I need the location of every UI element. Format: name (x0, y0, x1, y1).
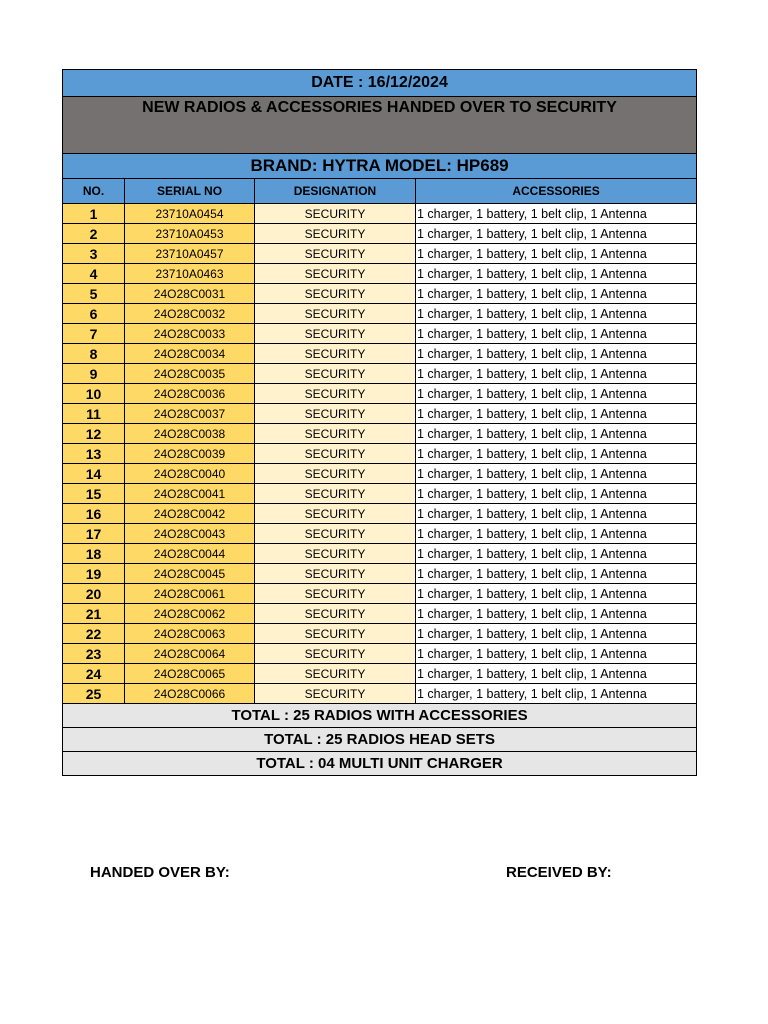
table-row (63, 364, 697, 384)
accessories: 1 charger, 1 battery, 1 belt clip, 1 Antenna (416, 604, 697, 624)
row-number: 7 (63, 324, 125, 344)
designation: SECURITY (255, 424, 416, 444)
table-row (63, 464, 697, 484)
row-number: 25 (63, 684, 125, 704)
row-number: 22 (63, 624, 125, 644)
table-row (63, 604, 697, 624)
serial-number: 24O28C0045 (125, 564, 255, 584)
serial-number: 24O28C0031 (125, 284, 255, 304)
table-row (63, 644, 697, 664)
title-row (63, 97, 697, 154)
row-number: 23 (63, 644, 125, 664)
column-header-accessories: ACCESSORIES (416, 179, 697, 204)
row-number: 1 (63, 204, 125, 224)
serial-number: 23710A0454 (125, 204, 255, 224)
table-row (63, 544, 697, 564)
total-text: TOTAL : 25 RADIOS WITH ACCESSORIES (63, 704, 697, 728)
received-by-label: RECEIVED BY: (506, 864, 612, 881)
row-number: 2 (63, 224, 125, 244)
serial-number: 24O28C0065 (125, 664, 255, 684)
table-row (63, 424, 697, 444)
document-title: NEW RADIOS & ACCESSORIES HANDED OVER TO SECURITY (63, 97, 697, 154)
accessories: 1 charger, 1 battery, 1 belt clip, 1 Antenna (416, 364, 697, 384)
accessories: 1 charger, 1 battery, 1 belt clip, 1 Antenna (416, 464, 697, 484)
table-row (63, 684, 697, 704)
total-text: TOTAL : 04 MULTI UNIT CHARGER (63, 752, 697, 776)
designation: SECURITY (255, 264, 416, 284)
accessories: 1 charger, 1 battery, 1 belt clip, 1 Antenna (416, 204, 697, 224)
serial-number: 24O28C0064 (125, 644, 255, 664)
serial-number: 24O28C0063 (125, 624, 255, 644)
serial-number: 24O28C0042 (125, 504, 255, 524)
table-row (63, 224, 697, 244)
serial-number: 24O28C0061 (125, 584, 255, 604)
table-row (63, 564, 697, 584)
serial-number: 24O28C0039 (125, 444, 255, 464)
accessories: 1 charger, 1 battery, 1 belt clip, 1 Antenna (416, 384, 697, 404)
row-number: 18 (63, 544, 125, 564)
row-number: 14 (63, 464, 125, 484)
accessories: 1 charger, 1 battery, 1 belt clip, 1 Antenna (416, 624, 697, 644)
serial-number: 24O28C0033 (125, 324, 255, 344)
row-number: 21 (63, 604, 125, 624)
designation: SECURITY (255, 664, 416, 684)
brand-model-cell: BRAND: HYTRA MODEL: HP689 (63, 154, 697, 179)
table-row (63, 524, 697, 544)
column-header-no: NO. (63, 179, 125, 204)
table-row (63, 264, 697, 284)
column-header-serial: SERIAL NO (125, 179, 255, 204)
designation: SECURITY (255, 324, 416, 344)
designation: SECURITY (255, 604, 416, 624)
row-number: 5 (63, 284, 125, 304)
designation: SECURITY (255, 524, 416, 544)
table-row (63, 304, 697, 324)
accessories: 1 charger, 1 battery, 1 belt clip, 1 Antenna (416, 304, 697, 324)
row-number: 4 (63, 264, 125, 284)
accessories: 1 charger, 1 battery, 1 belt clip, 1 Antenna (416, 244, 697, 264)
row-number: 17 (63, 524, 125, 544)
row-number: 11 (63, 404, 125, 424)
serial-number: 23710A0463 (125, 264, 255, 284)
accessories: 1 charger, 1 battery, 1 belt clip, 1 Antenna (416, 584, 697, 604)
accessories: 1 charger, 1 battery, 1 belt clip, 1 Antenna (416, 444, 697, 464)
table-row (63, 484, 697, 504)
accessories: 1 charger, 1 battery, 1 belt clip, 1 Antenna (416, 544, 697, 564)
table-row (63, 584, 697, 604)
total-row (63, 728, 697, 752)
designation: SECURITY (255, 584, 416, 604)
row-number: 3 (63, 244, 125, 264)
row-number: 19 (63, 564, 125, 584)
accessories: 1 charger, 1 battery, 1 belt clip, 1 Antenna (416, 224, 697, 244)
serial-number: 24O28C0066 (125, 684, 255, 704)
row-number: 20 (63, 584, 125, 604)
accessories: 1 charger, 1 battery, 1 belt clip, 1 Antenna (416, 664, 697, 684)
serial-number: 23710A0453 (125, 224, 255, 244)
designation: SECURITY (255, 684, 416, 704)
row-number: 24 (63, 664, 125, 684)
column-header-row (63, 179, 697, 204)
table-row (63, 664, 697, 684)
serial-number: 24O28C0044 (125, 544, 255, 564)
serial-number: 24O28C0032 (125, 304, 255, 324)
accessories: 1 charger, 1 battery, 1 belt clip, 1 Antenna (416, 644, 697, 664)
date-cell: DATE : 16/12/2024 (63, 70, 697, 97)
table-row (63, 444, 697, 464)
column-header-designation: DESIGNATION (255, 179, 416, 204)
row-number: 9 (63, 364, 125, 384)
table-row (63, 504, 697, 524)
accessories: 1 charger, 1 battery, 1 belt clip, 1 Antenna (416, 264, 697, 284)
serial-number: 24O28C0036 (125, 384, 255, 404)
table-row (63, 624, 697, 644)
total-text: TOTAL : 25 RADIOS HEAD SETS (63, 728, 697, 752)
designation: SECURITY (255, 244, 416, 264)
date-row (63, 70, 697, 97)
row-number: 13 (63, 444, 125, 464)
serial-number: 24O28C0062 (125, 604, 255, 624)
designation: SECURITY (255, 544, 416, 564)
table-row (63, 384, 697, 404)
designation: SECURITY (255, 504, 416, 524)
accessories: 1 charger, 1 battery, 1 belt clip, 1 Antenna (416, 564, 697, 584)
row-number: 15 (63, 484, 125, 504)
designation: SECURITY (255, 484, 416, 504)
accessories: 1 charger, 1 battery, 1 belt clip, 1 Antenna (416, 284, 697, 304)
designation: SECURITY (255, 384, 416, 404)
serial-number: 23710A0457 (125, 244, 255, 264)
designation: SECURITY (255, 304, 416, 324)
serial-number: 24O28C0034 (125, 344, 255, 364)
total-row (63, 752, 697, 776)
serial-number: 24O28C0038 (125, 424, 255, 444)
designation: SECURITY (255, 624, 416, 644)
designation: SECURITY (255, 564, 416, 584)
table-row (63, 244, 697, 264)
serial-number: 24O28C0041 (125, 484, 255, 504)
designation: SECURITY (255, 204, 416, 224)
serial-number: 24O28C0043 (125, 524, 255, 544)
accessories: 1 charger, 1 battery, 1 belt clip, 1 Antenna (416, 404, 697, 424)
designation: SECURITY (255, 444, 416, 464)
accessories: 1 charger, 1 battery, 1 belt clip, 1 Antenna (416, 504, 697, 524)
table-row (63, 204, 697, 224)
handed-over-by-label: HANDED OVER BY: (90, 864, 230, 881)
accessories: 1 charger, 1 battery, 1 belt clip, 1 Antenna (416, 324, 697, 344)
table-row (63, 404, 697, 424)
row-number: 10 (63, 384, 125, 404)
table-row (63, 284, 697, 304)
table-body (63, 70, 697, 776)
serial-number: 24O28C0035 (125, 364, 255, 384)
designation: SECURITY (255, 404, 416, 424)
accessories: 1 charger, 1 battery, 1 belt clip, 1 Antenna (416, 424, 697, 444)
designation: SECURITY (255, 364, 416, 384)
handover-table (62, 69, 697, 776)
accessories: 1 charger, 1 battery, 1 belt clip, 1 Antenna (416, 344, 697, 364)
row-number: 12 (63, 424, 125, 444)
designation: SECURITY (255, 464, 416, 484)
accessories: 1 charger, 1 battery, 1 belt clip, 1 Antenna (416, 684, 697, 704)
serial-number: 24O28C0040 (125, 464, 255, 484)
brand-row (63, 154, 697, 179)
row-number: 6 (63, 304, 125, 324)
total-row (63, 704, 697, 728)
accessories: 1 charger, 1 battery, 1 belt clip, 1 Antenna (416, 524, 697, 544)
row-number: 16 (63, 504, 125, 524)
designation: SECURITY (255, 344, 416, 364)
accessories: 1 charger, 1 battery, 1 belt clip, 1 Antenna (416, 484, 697, 504)
table-row (63, 344, 697, 364)
row-number: 8 (63, 344, 125, 364)
designation: SECURITY (255, 284, 416, 304)
table-row (63, 324, 697, 344)
serial-number: 24O28C0037 (125, 404, 255, 424)
designation: SECURITY (255, 644, 416, 664)
designation: SECURITY (255, 224, 416, 244)
